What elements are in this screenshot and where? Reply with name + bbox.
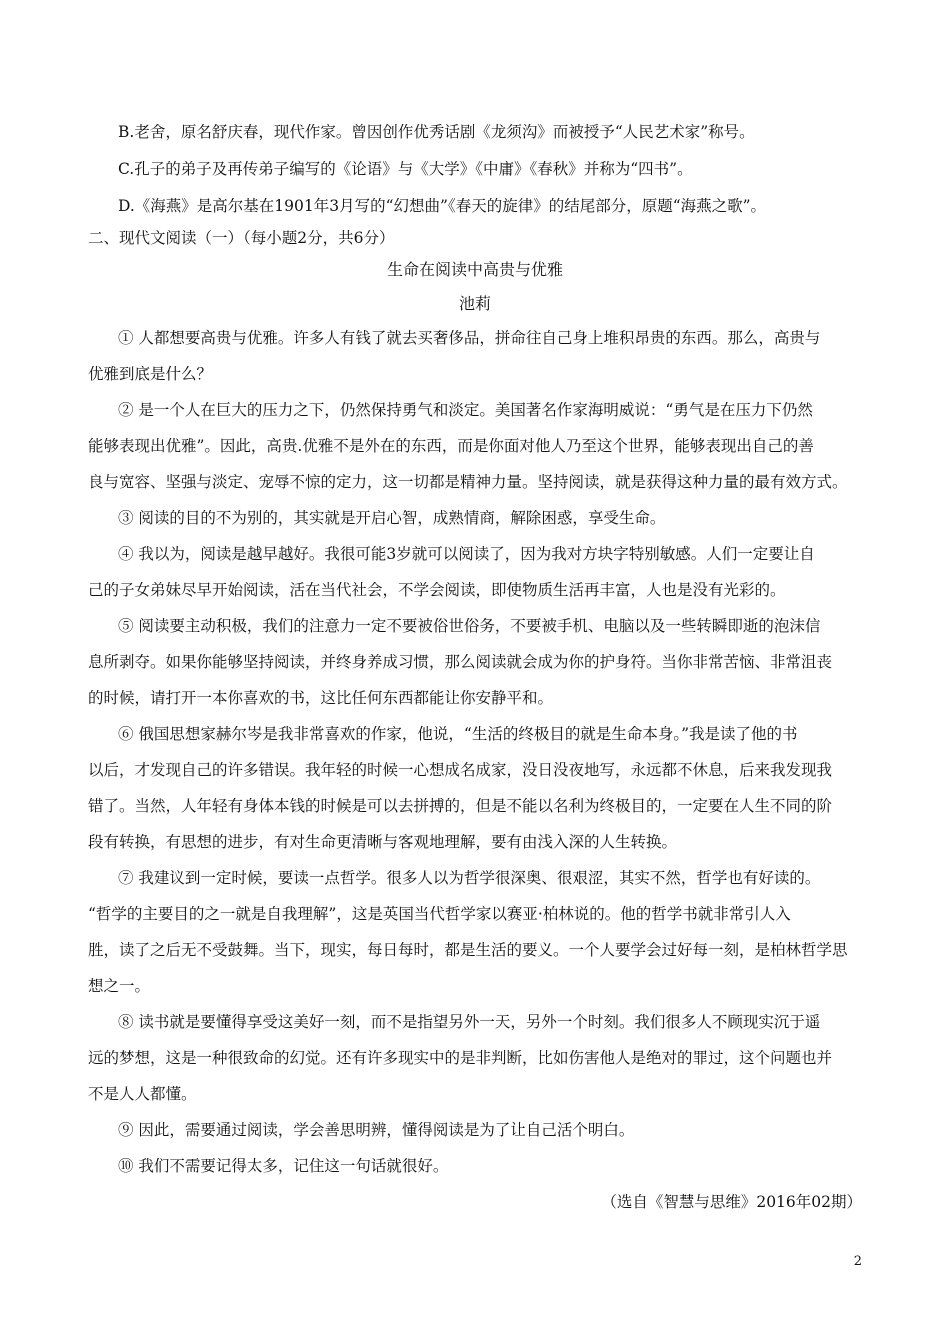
paragraph-line: 远的梦想，这是一种很致命的幻觉。还有许多现实中的是非判断，比如伤害他人是绝对的罪过，这个问题也并 bbox=[88, 1049, 833, 1067]
article-author: 池莉 bbox=[458, 294, 491, 313]
paragraph-line: ② 是一个人在巨大的压力之下，仍然保持勇气和淡定。美国著名作家海明威说：“勇气是在压力下仍然 bbox=[118, 401, 813, 419]
paragraph-line: ⑩ 我们不需要记得太多，记住这一句话就很好。 bbox=[118, 1157, 449, 1175]
paragraph-line: 良与宽容、坚强与淡定、宠辱不惊的定力，这一切都是精神力量。坚持阅读，就是获得这种力量的最有效方式。 bbox=[88, 473, 848, 491]
paragraph-line: 以后，才发现自己的许多错误。我年轻的时候一心想成名成家，没日没夜地写，永远都不休息，后来我发现我 bbox=[88, 761, 833, 779]
paragraph-line: 息所剥夺。如果你能够坚持阅读，并终身养成习惯，那么阅读就会成为你的护身符。当你非常苦恼、非常沮丧 bbox=[88, 653, 833, 671]
article-title: 生命在阅读中高贵与优雅 bbox=[386, 260, 563, 279]
paragraph-line: ⑤ 阅读要主动积极，我们的注意力一定不要被俗世俗务，不要被手机、电脑以及一些转瞬即逝的泡沫信 bbox=[118, 617, 821, 635]
paragraph-line: ⑥ 俄国思想家赫尔岑是我非常喜欢的作家，他说，“生活的终极目的就是生命本身。”我是读了他的书 bbox=[118, 725, 798, 743]
paragraph-line: ⑨ 因此，需要通过阅读，学会善思明辨，懂得阅读是为了让自己活个明白。 bbox=[118, 1121, 635, 1139]
paragraph-line: 优雅到底是什么？ bbox=[88, 365, 213, 383]
paragraph-line: 错了。当然，人年轻有身体本钱的时候是可以去拼搏的，但是不能以名利为终极目的，一定要在人生不同的阶 bbox=[88, 797, 833, 815]
paragraph-line: 的时候，请打开一本你喜欢的书，这比任何东西都能让你安静平和。 bbox=[88, 689, 554, 707]
paragraph-line: “哲学的主要目的之一就是自我理解”，这是英国当代哲学家以赛亚·柏林说的。他的哲学书就非常引人入 bbox=[88, 905, 791, 923]
section-heading: 二、现代文阅读（一）（每小题2分，共6分） bbox=[88, 229, 395, 247]
paragraph-line: 段有转换，有思想的进步，有对生命更清晰与客观地理解，要有由浅入深的人生转换。 bbox=[88, 833, 678, 851]
paragraph-line: 能够表现出优雅”。因此，高贵.优雅不是外在的东西，而是你面对他人乃至这个世界，能够表现出自己的善 bbox=[88, 437, 814, 455]
paragraph-line: 己的子女弟妹尽早开始阅读，活在当代社会，不学会阅读，即使物质生活再丰富，人也是没有光彩的。 bbox=[88, 581, 786, 599]
paragraph-line: ⑦ 我建议到一定时候，要读一点哲学。很多人以为哲学很深奥、很艰涩，其实不然，哲学也有好读的。 bbox=[118, 869, 821, 887]
paragraph-line: ③ 阅读的目的不为别的，其实就是开启心智，成熟情商，解除困惑，享受生命。 bbox=[118, 509, 666, 527]
option-d: D.《海燕》是高尔基在1901年3月写的“幻想曲”《春天的旋律》的结尾部分，原题“海燕之歌”。 bbox=[118, 197, 767, 215]
paragraph-line: 想之一。 bbox=[88, 977, 151, 995]
paragraph-line: ⑧ 读书就是要懂得享受这美好一刻，而不是指望另外一天，另外一个时刻。我们很多人不顾现实沉于遥 bbox=[118, 1013, 821, 1031]
article-source: （选自《智慧与思维》2016年02期） bbox=[601, 1193, 862, 1211]
paragraph-line: 不是人人都懂。 bbox=[88, 1085, 197, 1103]
paragraph-line: ④ 我以为，阅读是越早越好。我很可能3岁就可以阅读了，因为我对方块字特别敏感。人们一定要让自 bbox=[118, 545, 815, 563]
option-c: C.孔子的弟子及再传弟子编写的《论语》与《大学》《中庸》《春秋》并称为“四书”。 bbox=[118, 160, 693, 178]
page-number: 2 bbox=[853, 1254, 862, 1269]
option-b: B.老舍，原名舒庆春，现代作家。曾因创作优秀话剧《龙须沟》而被授予“人民艺术家”称号。 bbox=[118, 123, 755, 141]
paragraph-line: 胜，读了之后无不受鼓舞。当下，现实，每日每时，都是生活的要义。一个人要学会过好每一刻，是柏林哲学思 bbox=[88, 941, 848, 959]
paragraph-line: ① 人都想要高贵与优雅。许多人有钱了就去买奢侈品，拼命往自己身上堆积昂贵的东西。那么，高贵与 bbox=[118, 329, 821, 347]
